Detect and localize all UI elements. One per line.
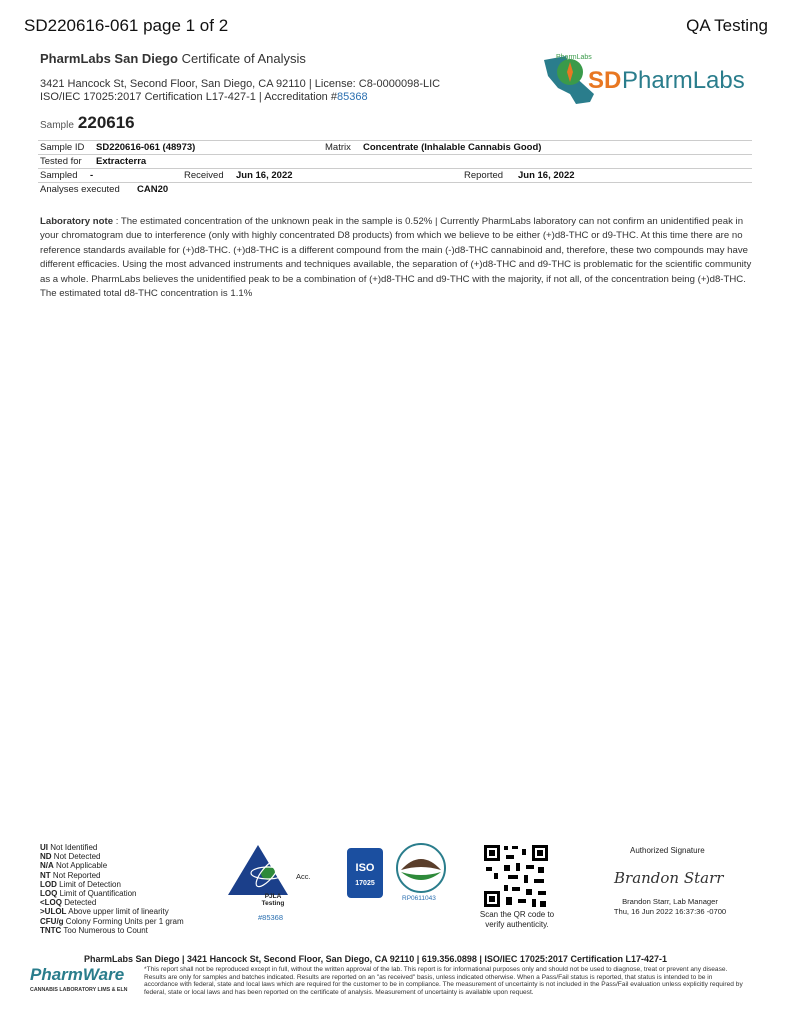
sdpharmlabs-logo — [536, 50, 756, 110]
lab-name: PharmLabs San Diego — [40, 51, 178, 66]
legend-item: NT Not Reported — [40, 870, 101, 880]
pjla-label: PJLA Testing — [261, 893, 285, 907]
footer-line: PharmLabs San Diego | 3421 Hancock St, Second Floor, San Diego, CA 92110 | 619.356.0898 | ISO/IEC 17025:2017 Certification L17-427-1 — [84, 954, 667, 964]
meta-row — [38, 182, 752, 196]
note-label: Laboratory note — [40, 216, 114, 227]
sample-number: 220616 — [77, 113, 135, 132]
meta-row — [38, 168, 752, 182]
received-value: Jun 16, 2022 — [236, 170, 293, 181]
qa-label: QA Testing — [686, 16, 768, 35]
pjla-accreditation-icon — [228, 843, 318, 923]
qr-caption: Scan the QR code to verify authenticity. — [479, 910, 555, 929]
laboratory-note — [40, 215, 754, 301]
iso-number: 17025 — [355, 880, 375, 887]
lab-title — [40, 51, 306, 66]
signer-info — [612, 897, 728, 917]
reported-value: Jun 16, 2022 — [518, 170, 575, 181]
accreditation-link[interactable]: 85368 — [336, 91, 368, 103]
legend-item: >ULOL Above upper limit of linearity — [40, 907, 169, 917]
sampled-value: - — [90, 170, 94, 181]
lab-address — [40, 78, 440, 104]
legend-item: ND Not Detected — [40, 852, 101, 862]
logo-sd-text: SD — [588, 67, 622, 94]
abbreviation-legend — [40, 843, 200, 935]
tested-for-value: Extracterra — [96, 156, 147, 167]
signer-name: Brandon Starr, Lab Manager — [622, 897, 718, 906]
analyses-value: CAN20 — [137, 184, 169, 195]
note-text: : The estimated concentration of the unknown peak in the sample is 0.52% | Currently PharmLabs laboratory can not confirm an unidentified peak in your chromatogram due to interference (only with highly concentrated D8 products) from which we believe to be either (+)d8-THC or d9-THC. At this time there are no reference standards available for (+)d8-THC. (+)d8-THC is a different compound from the main (-)d8-THC cannabinoid and, therefore, these two compounds may have different efficacies. Using the most advanced instruments and techniques available, the separation of (+)d8-THC and d9-THC is problematic for the scientific community as a whole. PharmLabs believes the unidentified peak to be a combination of (+)d8-THC and d9-THC with the majority, if not all, of the concentration being (+)d8-THC. The estimated total d8-THC concentration is 1.1% — [40, 216, 752, 300]
pharmware-logo — [28, 962, 128, 996]
matrix-label: Matrix — [325, 142, 351, 153]
sample-id-label: Sample ID — [40, 142, 85, 153]
usda-code[interactable]: RP0611043 — [402, 895, 436, 902]
analyses-label: Analyses executed — [40, 184, 120, 195]
handwritten-signature — [612, 863, 732, 891]
sample-meta-table — [38, 140, 752, 196]
doc-type: Certificate of Analysis — [181, 51, 306, 66]
legend-item: LOQ Limit of Quantification — [40, 889, 137, 899]
address-line-2 — [40, 91, 440, 104]
legend-item: <LOQ Detected — [40, 898, 97, 908]
verification-qr-code[interactable] — [482, 843, 550, 909]
certification-text: ISO/IEC 17025:2017 Certification L17-427-1 | Accreditation # — [40, 91, 337, 103]
legend-item: N/A Not Applicable — [40, 861, 108, 871]
matrix-value: Concentrate (Inhalable Cannabis Good) — [363, 142, 542, 153]
acc-label: Acc. — [296, 872, 311, 881]
signature-date: Thu, 16 Jun 2022 16:37:36 -0700 — [613, 907, 727, 916]
address-line-1: 3421 Hancock St, Second Floor, San Diego, CA 92110 | License: C8-0000098-LIC — [40, 78, 441, 90]
document-id: SD220616-061 page 1 of 2 — [24, 16, 229, 35]
disclaimer: *This report shall not be reproduced except in full, without the written approval of the lab. This report is for informational purposes only and should not be used to diagnose, treat or prevent any disease. Results are only for samples and batches indicated. Results are reported on an "as received" basis, unless indicated otherwise. When a Pass/Fail status is reported, that status is intended to be in accordance with federal, state and local laws which are required for the customer to be in compliance. The measurement of uncertainty is not included in the Pass/Fail evaluation unless explicitly required by federal, state or local laws and has been reported on the certificate of analysis. Measurement of uncertainty is available upon request. — [144, 966, 743, 996]
sample-id-value: SD220616-061 (48973) — [96, 142, 196, 153]
tested-for-label: Tested for — [40, 156, 82, 167]
svg-text:CANNABIS LABORATORY LIMS & ELN: CANNABIS LABORATORY LIMS & ELN — [30, 987, 128, 993]
sample-label: Sample — [40, 120, 74, 131]
legend-item: TNTC Too Numerous to Count — [40, 925, 148, 935]
reported-label: Reported — [464, 170, 504, 181]
signature-label: Authorized Signature — [630, 846, 705, 855]
legend-item: UI Not Identified — [40, 843, 98, 852]
logo-badge-text: PharmLabs — [556, 54, 592, 61]
svg-text:Brandon Starr: Brandon Starr — [614, 869, 724, 887]
meta-row — [38, 140, 752, 154]
usda-dea-seal-icon — [395, 842, 447, 894]
pjla-number[interactable]: #85368 — [258, 913, 284, 922]
svg-text:PharmWare: PharmWare — [30, 965, 125, 984]
legend-item: CFU/g Colony Forming Units per 1 gram — [40, 916, 184, 926]
sample-heading — [40, 113, 135, 133]
logo-pharmlabs-text: PharmLabs — [622, 67, 745, 94]
iso-text: ISO — [355, 862, 375, 874]
received-label: Received — [184, 170, 224, 181]
sampled-label: Sampled — [40, 170, 78, 181]
meta-row — [38, 154, 752, 168]
legend-item: LOD Limit of Detection — [40, 879, 121, 889]
